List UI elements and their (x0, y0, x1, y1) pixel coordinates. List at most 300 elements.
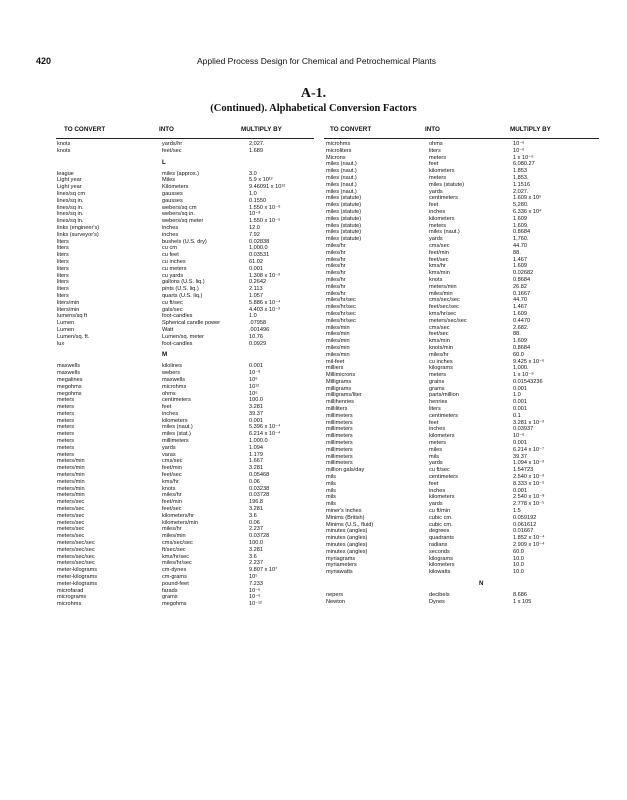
to-convert-cell: meters (57, 451, 75, 458)
to-convert-cell: miles/hr/sec (326, 304, 356, 311)
into-cell: cu feet (162, 252, 179, 259)
into-cell: centimeters (162, 397, 191, 404)
to-convert-cell: millimeters (326, 419, 353, 426)
multiply-by-cell: 2.778 x 10⁻⁵ (513, 501, 545, 508)
to-convert-cell: megohms (57, 390, 82, 397)
multiply-by-cell: 3.0 (249, 170, 257, 177)
into-cell: miles (naut.) (162, 424, 193, 431)
to-convert-cell: myriawatts (326, 569, 353, 576)
to-convert-cell: millimeters (326, 460, 353, 467)
multiply-by-cell: 6.214 x 10⁻⁴ (249, 431, 281, 438)
into-cell: miles (stat.) (162, 431, 191, 438)
multiply-by-cell: 0.03937 (513, 426, 534, 433)
table-row (57, 232, 315, 239)
table-row (57, 259, 315, 266)
multiply-by-cell: 100.0 (249, 397, 263, 404)
to-convert-cell: meters/sec (57, 499, 85, 506)
to-convert-cell: micrograms (57, 594, 87, 601)
into-cell: yards (429, 460, 443, 467)
multiply-by-cell: 1.0 (249, 313, 257, 320)
table-row (326, 413, 601, 420)
into-cell: radians (429, 542, 448, 549)
multiply-by-cell: 2.237 (249, 526, 263, 533)
multiply-by-cell: 0.001 (513, 440, 527, 447)
to-convert-cell: miles/hr (326, 242, 346, 249)
to-convert-cell: millimeters (326, 446, 353, 453)
into-cell: gausses (162, 197, 183, 204)
multiply-by-cell: 1.094 (249, 444, 263, 451)
section-letter: N (479, 580, 484, 587)
into-cell: liters (429, 406, 441, 413)
to-convert-cell: minutes (angles) (326, 535, 368, 542)
into-cell: cms/sec/sec (162, 540, 193, 547)
multiply-by-cell: 0.001 (249, 417, 263, 424)
multiply-by-cell: 10⁶ (249, 376, 258, 383)
into-cell: feet/sec (429, 256, 449, 263)
table-row (57, 252, 315, 259)
multiply-by-cell: 5,280. (513, 202, 529, 209)
into-cell: yards (429, 501, 443, 508)
to-convert-cell: microliters (326, 147, 352, 154)
into-cell: kilometers (429, 433, 455, 440)
to-convert-cell: meters/sec (57, 533, 85, 540)
to-convert-cell: miles (statute) (326, 222, 362, 229)
to-convert-cell: meter-kilograms (57, 567, 98, 574)
into-cell: feet/min (429, 249, 449, 256)
multiply-by-cell: 2.540 x 10⁻⁸ (513, 494, 545, 501)
to-convert-cell: miles/min (326, 351, 350, 358)
multiply-by-cell: 3.281 x 10⁻³ (513, 419, 544, 426)
to-convert-cell: Newton (326, 598, 345, 605)
into-cell: degrees (429, 528, 450, 535)
multiply-by-cell: 4.403 x 10⁻³ (249, 306, 280, 313)
into-cell: inches (162, 224, 179, 231)
to-convert-cell: meters/min (57, 465, 85, 472)
into-cell: cu meters (162, 265, 187, 272)
table-row (57, 594, 315, 601)
into-cell: gallons (U.S. liq.) (162, 279, 205, 286)
into-cell: knots/min (429, 344, 453, 351)
into-cell: miles/min (162, 533, 186, 540)
into-cell: kilometers (429, 494, 455, 501)
to-convert-cell: lines/sq cm (57, 190, 85, 197)
header-rule-right (324, 138, 599, 139)
multiply-by-cell: 10⁻⁸ (249, 370, 261, 377)
into-cell: pound-feet (162, 580, 189, 587)
multiply-by-cell: 8.333 x 10⁻⁵ (513, 480, 545, 487)
table-row (326, 352, 601, 359)
into-cell: kilometers (429, 562, 455, 569)
to-convert-cell: miles (naut.) (326, 161, 357, 168)
into-cell: cu yards (162, 272, 184, 279)
multiply-by-cell: 0.1667 (513, 290, 531, 297)
into-cell: yards/hr (162, 141, 183, 147)
table-row (57, 411, 315, 418)
multiply-by-cell: 2.113 (249, 286, 263, 293)
multiply-by-cell: 10⁻⁶ (513, 433, 525, 440)
to-convert-cell: liters (57, 252, 69, 259)
col-multiply-by: MULTIPLY BY (241, 126, 282, 133)
to-convert-cell: meter-kilograms (57, 574, 98, 581)
to-convert-cell: milliers (326, 365, 344, 372)
multiply-by-cell: 1 x 105 (513, 598, 532, 605)
to-convert-cell: lumens/sq ft (57, 313, 88, 320)
multiply-by-cell: 1.667 (249, 458, 263, 465)
to-convert-cell: microhms (57, 601, 82, 608)
multiply-by-cell: 1.308 x 10⁻³ (249, 272, 280, 279)
to-convert-cell: lines/sq in. (57, 204, 84, 211)
to-convert-cell: meters/min (57, 472, 85, 479)
into-cell: webers/sq cm (162, 204, 197, 211)
table-row (57, 286, 315, 293)
into-cell: webers/sq meter (162, 218, 204, 225)
to-convert-cell: megalines (57, 376, 83, 383)
multiply-by-cell: 2,682. (513, 324, 529, 331)
table-row (326, 216, 601, 223)
to-convert-cell: meters/sec/sec (57, 560, 95, 567)
table-row (326, 182, 601, 189)
multiply-by-cell: 10⁶ (249, 390, 258, 397)
to-convert-cell: meters/min (57, 492, 85, 499)
table-row (326, 318, 601, 325)
to-convert-cell: miles/hr (326, 263, 346, 270)
multiply-by-cell: 88. (513, 331, 521, 338)
to-convert-cell: liters (57, 272, 69, 279)
to-convert-cell: liters (57, 286, 69, 293)
table-row (57, 245, 315, 252)
to-convert-cell: meters/sec (57, 519, 85, 526)
col-into: INTO (425, 126, 440, 133)
to-convert-cell: meters/sec/sec (57, 540, 95, 547)
multiply-by-cell: 1.5 (513, 508, 521, 515)
table-row (326, 175, 601, 182)
table-row (326, 392, 601, 399)
table-row (326, 297, 601, 304)
table-row (326, 257, 601, 264)
to-convert-cell: miles (statute) (326, 215, 362, 222)
table-row (57, 171, 315, 178)
to-convert-cell: lines/sq in. (57, 218, 84, 225)
multiply-by-cell: 10.0 (513, 569, 524, 576)
left-column (57, 141, 315, 608)
multiply-by-cell: 1,760. (513, 236, 529, 243)
to-convert-cell: miles (statute) (326, 208, 362, 215)
table-row (57, 205, 315, 212)
multiply-by-cell: 1.852 x 10⁻⁴ (513, 535, 545, 542)
multiply-by-cell: 1.467 (513, 304, 527, 311)
to-convert-cell: meters/min (57, 458, 85, 465)
multiply-by-cell: 0.061612 (513, 521, 537, 528)
to-convert-cell: miles/hr (326, 290, 346, 297)
to-convert-cell: Light year (57, 177, 82, 184)
into-cell: miles (429, 446, 443, 453)
to-convert-cell: league (57, 170, 74, 177)
to-convert-cell: mil-feet (326, 358, 345, 365)
table-row (326, 460, 601, 467)
to-convert-cell: miles (naut.) (326, 174, 357, 181)
table-row (57, 465, 315, 472)
to-convert-cell: meters (57, 397, 75, 404)
into-cell: Kilometers (162, 184, 189, 191)
table-row (326, 481, 601, 488)
multiply-by-cell: 60.0 (513, 351, 524, 358)
into-cell: miles (naut.) (429, 229, 460, 236)
into-cell: Dynes (429, 598, 445, 605)
multiply-by-cell: 3.6 (249, 553, 257, 560)
table-row (57, 266, 315, 273)
table-row (57, 177, 315, 184)
to-convert-cell: megohms (57, 383, 82, 390)
multiply-by-cell: 7.92 (249, 231, 260, 238)
into-cell: cm-grams (162, 574, 187, 581)
multiply-by-cell: 0.001 (513, 406, 527, 413)
multiply-by-cell: 100.0 (249, 540, 263, 547)
into-cell: feet (429, 480, 439, 487)
multiply-by-cell: 10⁻⁸ (249, 211, 261, 218)
table-row (326, 189, 601, 196)
multiply-by-cell: 1.609 (513, 263, 527, 270)
table-row (326, 270, 601, 277)
table-row (326, 549, 601, 556)
table-subtitle: (Continued). Alphabetical Conversion Factors (210, 103, 417, 114)
into-cell: inches (429, 426, 446, 433)
multiply-by-cell: 0.8684 (513, 229, 531, 236)
into-cell: feet (429, 161, 439, 168)
to-convert-cell: myriameters (326, 562, 357, 569)
table-row (57, 225, 315, 232)
multiply-by-cell: 0.001 (513, 487, 527, 494)
table-row (326, 522, 601, 529)
book-title: Applied Process Design for Chemical and Petrochemical Plants (196, 56, 437, 66)
multiply-by-cell: .07958 (249, 320, 267, 327)
to-convert-cell: miles (statute) (326, 229, 362, 236)
table-row (57, 279, 315, 286)
table-row (57, 307, 315, 314)
into-cell: meters (429, 222, 447, 229)
into-cell: pints (U.S. liq.) (162, 286, 199, 293)
to-convert-cell: miles/hr (326, 283, 346, 290)
table-row (326, 386, 601, 393)
into-cell: ft/sec/sec (162, 546, 186, 553)
table-row (57, 293, 315, 300)
into-cell: quarts (U.S. liq.) (162, 292, 203, 299)
into-cell: ohms (162, 390, 176, 397)
multiply-by-cell: 1,000. (513, 365, 529, 372)
table-row (57, 499, 315, 506)
table-row (57, 273, 315, 280)
table-row (326, 365, 601, 372)
multiply-by-cell: 2.237 (249, 560, 263, 567)
column-headers-left (56, 126, 314, 138)
into-cell: kilometers/min (162, 519, 199, 526)
table-row (57, 472, 315, 479)
multiply-by-cell: 1.609 x 10⁵ (513, 195, 542, 202)
table-row (57, 370, 315, 377)
into-cell: cm-dynes (162, 567, 187, 574)
table-row (326, 515, 601, 522)
into-cell: foot-candles (162, 313, 193, 320)
into-cell: centimeters (429, 412, 458, 419)
into-cell: maxwells (162, 376, 186, 383)
multiply-by-cell: 5.396 x 10⁻⁴ (249, 424, 281, 431)
into-cell: cu ft/sec (429, 467, 450, 474)
into-cell: inches (162, 231, 179, 238)
table-row (326, 331, 601, 338)
table-row (326, 195, 601, 202)
table-row (326, 592, 601, 599)
into-cell: inches (429, 208, 446, 215)
table-row (326, 250, 601, 257)
multiply-by-cell: 0.001 (249, 265, 263, 272)
into-cell: farads (162, 587, 178, 594)
into-cell: cubic cm. (429, 521, 453, 528)
multiply-by-cell: 1.609 (513, 310, 527, 317)
into-cell: liters (429, 147, 441, 154)
into-cell: mils (429, 453, 439, 460)
into-cell: grains (429, 378, 445, 385)
into-cell: inches (162, 410, 179, 417)
table-row (57, 513, 315, 520)
multiply-by-cell: 6.336 x 10⁴ (513, 208, 542, 215)
to-convert-cell: Lumen/sq. ft. (57, 333, 90, 340)
into-cell: ohms (429, 141, 443, 147)
to-convert-cell: minutes (angles) (326, 528, 368, 535)
section-letter: M (162, 351, 168, 359)
to-convert-cell: miles/hr/sec (326, 310, 356, 317)
table-row (326, 528, 601, 535)
multiply-by-cell: 0.01667 (513, 528, 534, 535)
to-convert-cell: liters (57, 265, 69, 272)
table-row (326, 501, 601, 508)
table-row (326, 161, 601, 168)
multiply-by-cell: 1.853 (513, 168, 527, 175)
multiply-by-cell: 3.281 (249, 546, 263, 553)
into-cell: knots (162, 485, 176, 492)
to-convert-cell: meter-kilograms (57, 580, 98, 587)
to-convert-cell: Microns (326, 154, 346, 161)
table-row (326, 243, 601, 250)
table-title: A-1. (300, 86, 327, 101)
multiply-by-cell: 2,027. (249, 141, 265, 147)
multiply-by-cell: 1.550 x 10⁻⁹ (249, 204, 281, 211)
into-cell: knots (429, 276, 443, 283)
to-convert-cell: millimeters (326, 433, 353, 440)
to-convert-cell: miles/hr/sec (326, 317, 356, 324)
multiply-by-cell: 6,080.27 (513, 161, 535, 168)
into-cell: webers/sq in. (162, 211, 195, 218)
multiply-by-cell: 2.540 x 10⁻³ (513, 474, 544, 481)
multiply-by-cell: 10⁻⁶ (513, 141, 525, 147)
table-row (326, 148, 601, 155)
multiply-by-cell: 1,853. (513, 174, 529, 181)
into-cell: grams (429, 385, 445, 392)
multiply-by-cell: 10⁻¹² (249, 601, 262, 608)
into-cell: cms/sec (162, 458, 183, 465)
section-heading (57, 155, 315, 171)
to-convert-cell: lines/sq in. (57, 211, 84, 218)
into-cell: miles/hr (429, 351, 449, 358)
to-convert-cell: meters/sec/sec (57, 546, 95, 553)
table-row (57, 445, 315, 452)
multiply-by-cell: 10.0 (513, 562, 524, 569)
multiply-by-cell: 9.46091 x 10¹² (249, 184, 286, 191)
multiply-by-cell: 0.03728 (249, 492, 270, 499)
into-cell: feet/sec (162, 506, 182, 513)
into-cell: feet/sec (162, 472, 182, 479)
table-row (57, 141, 315, 148)
table-row (57, 320, 315, 327)
table-row (57, 404, 315, 411)
into-cell: feet (429, 419, 439, 426)
to-convert-cell: microhms (326, 141, 351, 147)
multiply-by-cell: 1.689 (249, 147, 263, 154)
into-cell: feet/min (162, 499, 182, 506)
table-row (326, 359, 601, 366)
to-convert-cell: microfarad (57, 587, 84, 594)
into-cell: kilometers/hr (162, 512, 195, 519)
multiply-by-cell: 0.001 (513, 399, 527, 406)
multiply-by-cell: 39.37 (249, 410, 263, 417)
into-cell: Miles (162, 177, 176, 184)
multiply-by-cell: 1 x 10⁻⁹ (513, 372, 534, 379)
multiply-by-cell: 3.281 (249, 465, 263, 472)
into-cell: miles/hr/sec (162, 560, 192, 567)
multiply-by-cell: 0.03728 (249, 533, 270, 540)
multiply-by-cell: 8.686 (513, 592, 527, 598)
table-row (326, 474, 601, 481)
into-cell: cms/sec/sec (429, 297, 460, 304)
to-convert-cell: miles/hr (326, 256, 346, 263)
to-convert-cell: meters (57, 438, 75, 445)
table-row (57, 533, 315, 540)
multiply-by-cell: 0.8684 (513, 344, 531, 351)
table-row (326, 223, 601, 230)
to-convert-cell: Light year (57, 184, 82, 191)
multiply-by-cell: 1.609 (513, 215, 527, 222)
multiply-by-cell: 44.70 (513, 242, 527, 249)
to-convert-cell: miner's inches (326, 508, 362, 515)
section-heading (57, 347, 315, 363)
table-row (326, 494, 601, 501)
table-row (57, 486, 315, 493)
into-cell: meters (429, 174, 447, 181)
table-row (57, 601, 315, 608)
to-convert-cell: miles/min (326, 344, 350, 351)
table-row (57, 479, 315, 486)
multiply-by-cell: 10¹² (249, 383, 259, 390)
to-convert-cell: Minims (British) (326, 514, 365, 521)
to-convert-cell: knots (57, 141, 71, 147)
into-cell: meters/sec/sec (429, 317, 467, 324)
to-convert-cell: liters (57, 245, 69, 252)
multiply-by-cell: 3.281 (249, 404, 263, 411)
multiply-by-cell: 0.001 (513, 385, 527, 392)
multiply-by-cell: 0.03531 (249, 252, 270, 259)
multiply-by-cell: 0.02838 (249, 238, 270, 245)
column-headers-right (324, 126, 599, 138)
table-row (326, 569, 601, 576)
into-cell: gausses (162, 190, 183, 197)
to-convert-cell: meters (57, 424, 75, 431)
multiply-by-cell: 0.001 (249, 363, 263, 370)
multiply-by-cell: 1 x 10⁻⁶ (513, 154, 534, 161)
to-convert-cell: maxwells (57, 370, 81, 377)
table-row (326, 562, 601, 569)
table-row (326, 284, 601, 291)
table-row (57, 148, 315, 155)
to-convert-cell: mils (326, 474, 336, 481)
to-convert-cell: millimeters (326, 440, 353, 447)
